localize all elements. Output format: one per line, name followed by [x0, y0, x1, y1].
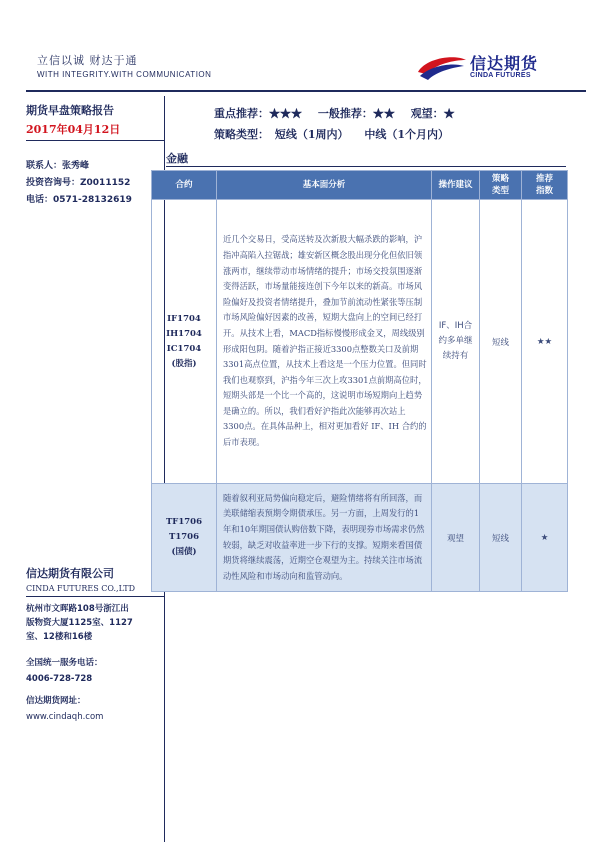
table-row — [152, 484, 568, 592]
contract-cell: IF1704 IH1704 IC1704 (股指) — [152, 200, 217, 484]
rating-legend — [214, 105, 467, 121]
rating-cell: ★ — [522, 484, 568, 592]
hotline-number: 4006-728-728 — [26, 674, 93, 684]
header-divider — [26, 90, 586, 92]
section-title: 金融 — [166, 152, 188, 165]
header-advice: 操作建议 — [432, 171, 480, 200]
consult-number: 投资咨询号：Z0011152 — [26, 178, 131, 188]
watch-label: 观望：★ — [410, 107, 455, 120]
normal-recommend-label: 一般推荐：★★ — [317, 107, 395, 120]
company-name: 信达期货有限公司 — [26, 567, 114, 580]
key-recommend-label: 重点推荐：★★★ — [214, 107, 302, 120]
section-divider — [166, 166, 566, 167]
header-strategy-type: 策略类型 — [480, 171, 522, 200]
hotline-label: 全国统一服务电话： — [26, 658, 103, 668]
strategy-type-label: 策略类型： — [214, 128, 269, 141]
report-date: 2017年04月12日 — [26, 123, 121, 136]
advice-cell: 观望 — [432, 484, 480, 592]
website-link[interactable]: www.cindaqh.com — [26, 712, 104, 722]
strategy-table — [151, 170, 568, 592]
analysis-cell: 近几个交易日，受高送转及次新股大幅杀跌的影响，沪指冲高陷入拉锯战；雄安新区概念股出现分化但依旧领涨两市，继续带动市场情绪的提升；市场交投氛围逐渐变得活跃，市场量能接连创下今年以来的新高。市场风险偏好及投资者情绪提升，叠加节前流动性紧张等压制市场风险偏好因素的改善，短期大盘向上的空间已经打开。从技术上看，MACD指标慢慢形成金叉，周线级别形成阳包阴。随着沪指正接近3300点整数关口及前期3301高点位置，从技术上看这是一个压力位置。但同时我们也观察到，沪指今年三次上攻3301点前期高位时，短期头部是一个比一个高的，这说明市场短期向上趋势是确立的。所以，我们看好沪指此次能够再次站上 3300点。在具体品种上，相对更加看好 IF、IH 合约的后市表现。 — [217, 200, 432, 484]
company-address: 杭州市文晖路108号浙江出版物资大厦1125室、1127室、12楼和16楼 — [26, 604, 133, 642]
logo-text-english: CINDA FUTURES — [470, 72, 531, 79]
slogan-english: WITH INTEGRITY.WITH COMMUNICATION — [37, 70, 212, 79]
strategy-type-cell: 短线 — [480, 484, 522, 592]
analysis-cell: 随着叙利亚局势偏向稳定后，避险情绪将有所回落，而美联储缩表预期令期债承压。另一方面，上周发行的1年和10年期国债认购倍数下降，表明现券市场需求仍然较弱，缺乏对收益率进一步下行的支撑。短期来看国债期货将继续震荡，近期空仓观望为主。持续关注市场流动性风险和市场动向和监管动向。 — [217, 484, 432, 592]
table-row — [152, 200, 568, 484]
slogan: 立信以诚 财达于通 — [37, 54, 138, 67]
strategy-type-cell: 短线 — [480, 200, 522, 484]
short-term-label: 短线（1周内） — [274, 128, 349, 141]
contract-cell: TF1706 T1706 (国债) — [152, 484, 217, 592]
header-analysis: 基本面分析 — [217, 171, 432, 200]
contact-person: 联系人：张秀峰 — [26, 161, 90, 171]
sidebar-divider — [26, 140, 164, 141]
sidebar-divider — [26, 596, 164, 597]
website-label: 信达期货网址： — [26, 696, 86, 706]
header-contract: 合约 — [152, 171, 217, 200]
report-title: 期货早盘策略报告 — [26, 104, 114, 117]
mid-term-label: 中线（1个月内） — [364, 128, 449, 141]
table-header-row — [152, 171, 568, 200]
rating-cell: ★★ — [522, 200, 568, 484]
header-rating: 推荐指数 — [522, 171, 568, 200]
contact-phone: 电话：0571-28132619 — [26, 195, 132, 205]
advice-cell: IF、IH合约多单继续持有 — [432, 200, 480, 484]
strategy-type-legend — [214, 126, 461, 142]
company-name-english: CINDA FUTURES CO.,LTD — [26, 584, 135, 593]
sidebar — [26, 96, 164, 836]
logo-text: 信达期货 — [470, 54, 539, 73]
